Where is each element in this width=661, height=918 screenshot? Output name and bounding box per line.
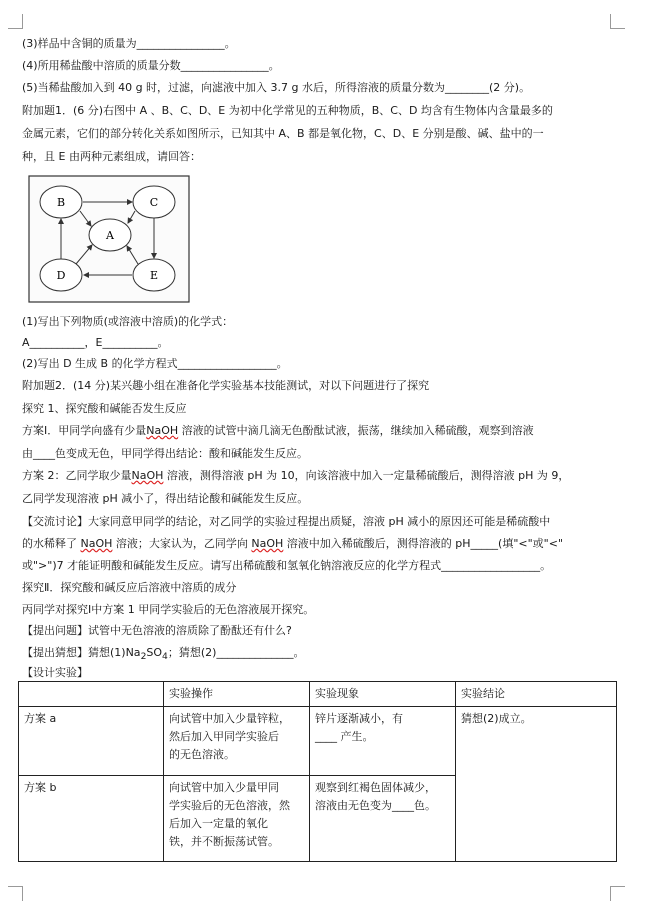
- table-row: [19, 707, 617, 776]
- naoh-formula: NaOH: [251, 537, 284, 550]
- naoh-formula: NaOH: [146, 424, 179, 437]
- phenomenon-cell: [310, 707, 456, 776]
- phenomenon-cell: [310, 776, 456, 862]
- subscript: 2: [140, 651, 147, 663]
- operation-text: 的无色溶液。: [169, 748, 235, 761]
- plan2-line-2: 乙同学发现溶液 pH 减小了，得出结论酸和碱能发生反应。: [22, 492, 309, 505]
- q5-line: (5)当稀盐酸加入到 40 g 时，过滤，向滤液中加入 3.7 g 水后，所得溶液的质量分数为________(2 分)。: [22, 81, 531, 94]
- discussion-line-1: 【交流讨论】大家同意甲同学的结论，对乙同学的实验过程提出质疑，溶液 pH 减小的原因还可能是稀硫酸中: [22, 515, 551, 528]
- naoh-formula: NaOH: [131, 469, 164, 482]
- plan-cell: 方案 b: [19, 776, 164, 862]
- q1-blanks: A__________，E__________。: [22, 336, 169, 349]
- corner-mark: [8, 14, 23, 29]
- q3-line: (3)样品中含铜的质量为________________。: [22, 37, 236, 50]
- discussion-line-3: 或">")7 才能证明酸和碱能发生反应。请写出稀硫酸和氢氧化钠溶液反应的化学方程式__________________。: [22, 559, 552, 572]
- operation-cell: [164, 776, 310, 862]
- hypothesis-text: SO: [146, 646, 163, 659]
- design-title: 【设计实验】: [22, 666, 88, 679]
- extra2-intro: 附加题2．(14 分)某兴趣小组在准备化学实验基本技能测试，对以下问题进行了探究: [22, 379, 430, 392]
- operation-text: 向试管中加入少量甲同: [169, 781, 279, 794]
- phenomenon-text: ____ 产生。: [315, 730, 374, 743]
- plan1-text: 方案Ⅰ．甲同学向盛有少量: [22, 424, 147, 437]
- discussion-text: 溶液中加入稀硫酸后，测得溶液的 pH_____(填"<"或"<": [283, 537, 564, 550]
- hypothesis-text: 【提出猜想】猜想(1)Na: [22, 646, 141, 659]
- plan2-text: 溶液，测得溶液 pH 为 10，向该溶液中加入一定量稀硫酸后，测得溶液 pH 为 9，: [163, 469, 570, 482]
- subscript: 4: [162, 651, 168, 663]
- extra1-intro-line-3: 种，且 E 由两种元素组成，请回答：: [22, 150, 201, 163]
- operation-text: 向试管中加入少量锌粒，: [169, 712, 290, 725]
- explore1-title: 探究 1、探究酸和碱能否发生反应: [22, 402, 187, 415]
- plan2-line-1: [22, 468, 569, 484]
- table-header-cell: [19, 682, 164, 707]
- question-line: 【提出问题】试管中无色溶液的溶质除了酚酞还有什么?: [22, 624, 292, 637]
- q1-prompt: (1)写出下列物质(或溶液中溶质)的化学式：: [22, 315, 234, 328]
- operation-cell: [164, 707, 310, 776]
- corner-mark: [610, 14, 625, 29]
- node-c-label: C: [149, 196, 159, 209]
- plan-cell: 方案 a: [19, 707, 164, 776]
- table-header-row: [19, 682, 617, 707]
- discussion-line-2: [22, 536, 563, 552]
- node-b-label: B: [56, 196, 66, 209]
- phenomenon-text: 溶液由无色变为____色。: [315, 799, 436, 812]
- extra1-intro-line-1: 附加题1．(6 分)右图中 A 、B、C、D、E 为初中化学常见的五种物质，B、C、D 均含有生物体内含量最多的: [22, 104, 553, 117]
- hypothesis-text: ；猜想(2)______________。: [167, 646, 305, 659]
- experiment-table: [18, 681, 617, 862]
- operation-text: 学实验后的无色溶液，然: [169, 799, 290, 812]
- phenomenon-text: 锌片逐渐减小，有: [315, 712, 403, 725]
- corner-mark: [610, 886, 625, 901]
- node-a-label: A: [106, 229, 114, 242]
- table-header-cell: 实验现象: [310, 682, 456, 707]
- operation-text: 然后加入甲同学实验后: [169, 730, 279, 743]
- explore2-intro: 丙同学对探究Ⅰ中方案 1 甲同学实验后的无色溶液展开探究。: [22, 603, 315, 616]
- node-d-label: D: [56, 269, 66, 282]
- corner-mark: [8, 886, 23, 901]
- plan1-line-2: 由____色变成无色，甲同学得出结论：酸和碱能发生反应。: [22, 447, 308, 460]
- table-header-cell: 实验结论: [456, 682, 617, 707]
- phenomenon-text: 观察到红褐色固体减少，: [315, 781, 436, 794]
- extra1-intro-line-2: 金属元素，它们的部分转化关系如图所示，已知其中 A、B 都是氧化物，C、D、E 分别是酸、碱、盐中的一: [22, 127, 544, 140]
- operation-text: 后加入一定量的氧化: [169, 817, 268, 830]
- hypothesis-line: [22, 645, 304, 665]
- table-header-cell: 实验操作: [164, 682, 310, 707]
- plan1-line-1: [22, 423, 534, 439]
- node-e-label: E: [149, 269, 159, 282]
- q4-line: (4)所用稀盐酸中溶质的质量分数________________。: [22, 59, 280, 72]
- operation-text: 铁，并不断振荡试管。: [169, 835, 279, 848]
- plan2-text: 方案 2：乙同学取少量: [22, 469, 132, 482]
- discussion-text: 的水稀释了: [22, 537, 81, 550]
- reaction-diagram: [28, 175, 190, 303]
- conclusion-cell: 猜想(2)成立。: [456, 707, 617, 862]
- q2-prompt: (2)写出 D 生成 B 的化学方程式__________________。: [22, 357, 288, 370]
- naoh-formula: NaOH: [80, 537, 113, 550]
- explore2-title: 探究Ⅱ．探究酸和碱反应后溶液中溶质的成分: [22, 581, 237, 594]
- plan1-text: 溶液的试管中滴几滴无色酚酞试液，振荡，继续加入稀硫酸，观察到溶液: [178, 424, 534, 437]
- discussion-text: 溶液；大家认为，乙同学向: [112, 537, 252, 550]
